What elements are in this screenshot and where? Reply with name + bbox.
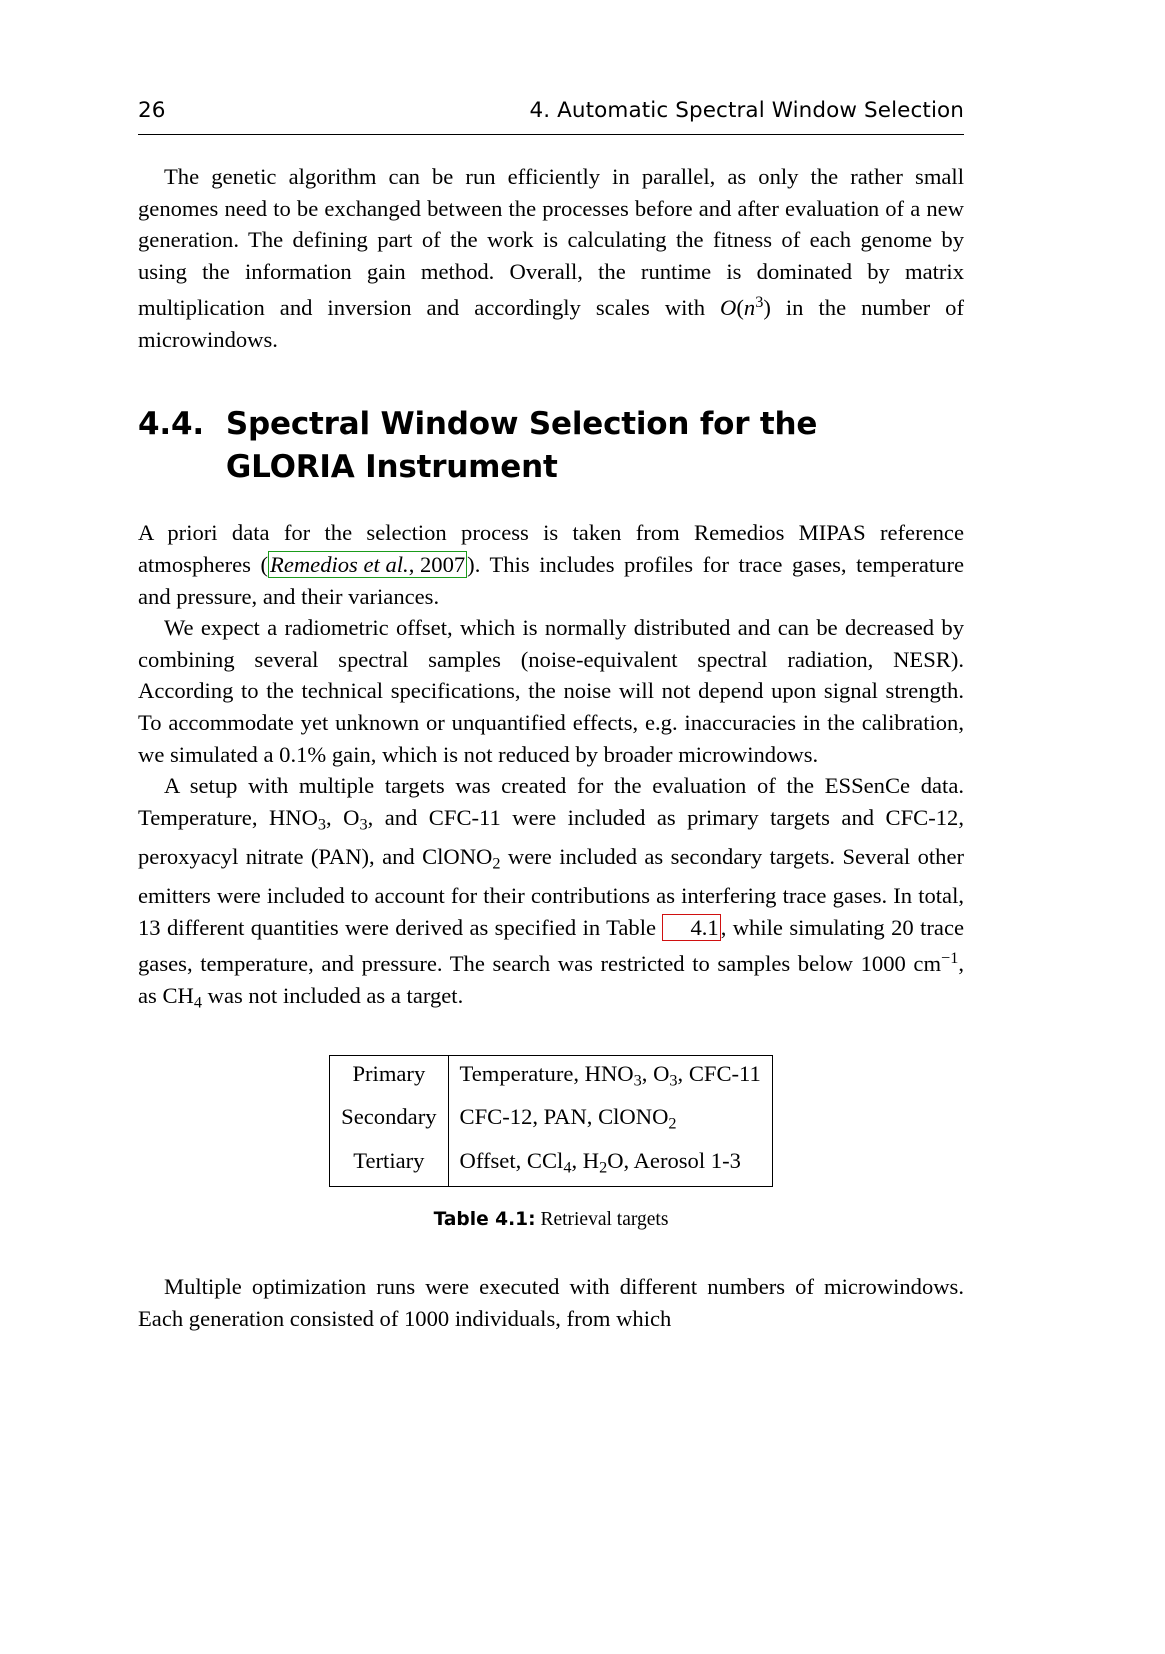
table-caption bbox=[138, 1209, 964, 1231]
section-title-line1: Spectral Window Selection for the bbox=[225, 406, 818, 443]
page-content bbox=[138, 0, 964, 1335]
subscript: 4 bbox=[563, 1158, 572, 1177]
table-cell-content bbox=[448, 1055, 772, 1099]
table-cell-label: Primary bbox=[330, 1055, 448, 1099]
retrieval-targets-table bbox=[329, 1055, 773, 1188]
table-cell-content bbox=[448, 1143, 772, 1187]
subscript: 4 bbox=[193, 993, 202, 1012]
table-reference-link[interactable]: 4.1 bbox=[662, 914, 720, 941]
caption-label: Table 4.1: bbox=[433, 1209, 536, 1231]
text-part: O, Aerosol 1-3 bbox=[607, 1147, 741, 1173]
text-part: , O bbox=[641, 1060, 670, 1086]
paragraph-text: was not included as a target. bbox=[202, 982, 464, 1008]
paragraph-text: , O bbox=[326, 804, 360, 830]
table-row bbox=[330, 1055, 773, 1099]
citation-link-remedios[interactable] bbox=[268, 551, 467, 578]
section-number: 4.4. bbox=[138, 406, 204, 443]
paragraph-text: A setup with multiple targets was created for the evaluation of the ESSenCe data. Temperature, HNO bbox=[138, 773, 964, 830]
citation-year: 2007 bbox=[419, 551, 466, 577]
running-head bbox=[138, 98, 964, 144]
citation-separator: , bbox=[408, 551, 420, 577]
section-title-line2: GLORIA Instrument bbox=[225, 449, 558, 486]
text-part: Offset, CCl bbox=[459, 1147, 564, 1173]
table-cell-label: Tertiary bbox=[330, 1143, 448, 1187]
header-rule bbox=[138, 134, 964, 135]
superscript: −1 bbox=[941, 949, 959, 968]
section-title bbox=[226, 403, 964, 489]
subscript: 3 bbox=[633, 1071, 642, 1090]
math-O: O bbox=[720, 295, 737, 321]
paragraph-text-cont: in the number of microwindows. bbox=[138, 295, 964, 352]
retrieval-targets-table-wrapper bbox=[138, 1055, 964, 1188]
table-row bbox=[330, 1143, 773, 1187]
paragraph-text: , as CH bbox=[138, 950, 964, 1008]
caption-text: Retrieval targets bbox=[540, 1209, 669, 1231]
subscript: 3 bbox=[359, 815, 368, 834]
subscript: 3 bbox=[317, 815, 327, 834]
subscript: 2 bbox=[492, 854, 501, 873]
chapter-title: 4. Automatic Spectral Window Selection bbox=[529, 98, 964, 123]
paragraph-radiometric-offset: We expect a radiometric offset, which is normally distributed and can be decreased by combining several spectral samples (noise-equivalent spectral radiation, NESR). According to the technical specifications, the noise will not depend upon signal strength. To accommodate yet unknown or unquantified effects, e.g. inaccuracies in the calibration, we simulated a 0.1% gain, which is not reduced by broader microwindows. bbox=[138, 615, 964, 767]
paragraph-genetic-algorithm: The genetic algorithm can be run efficiently in parallel, as only the rather small genomes need to be exchanged between the processes before and after evaluation of a new generation. The defining part of the work is calculating the fitness of each genome by using the information gain method. Overall, the runtime is dominated by matrix multiplication and inversion and accordingly scales with $O(n^3)$ in the number of microwindows. bbox=[138, 164, 964, 352]
math-exponent: 3 bbox=[755, 293, 764, 312]
section-heading bbox=[138, 403, 964, 489]
text-part: CFC-12, PAN, ClONO bbox=[459, 1104, 669, 1130]
table-cell-content bbox=[448, 1099, 772, 1143]
text-part: , H bbox=[571, 1147, 600, 1173]
subscript: 2 bbox=[599, 1158, 608, 1177]
paragraph-apriori-data bbox=[138, 517, 964, 612]
paragraph-text: , while simulating 20 trace gases, temperature, and pressure. The search was restricted to samples below 1000 cm bbox=[138, 914, 964, 976]
page-number: 26 bbox=[138, 98, 166, 123]
subscript: 3 bbox=[669, 1071, 678, 1090]
text-part: Temperature, HNO bbox=[459, 1060, 634, 1086]
paragraph-text: The genetic algorithm can be run efficiently in parallel, as only the rather small genomes need to be exchanged between the processes before and after evaluation of a new generation. The defining part of the work is calculating the fitness of each genome by using the information gain method. Overall, the runtime is dominated by matrix multiplication and inversion and accordingly scales with bbox=[138, 164, 964, 321]
paragraph-optimization-runs: Multiple optimization runs were executed with different numbers of microwindows. Each generation consisted of 1000 individuals, from which bbox=[138, 1274, 964, 1331]
paragraph-setup-targets bbox=[138, 770, 964, 1019]
text-part: , CFC-11 bbox=[677, 1060, 761, 1086]
table-row bbox=[330, 1099, 773, 1143]
citation-author: Remedios et al. bbox=[270, 551, 409, 577]
paragraph-text-cont: ). This includes profiles for trace gases, temperature and pressure, and their variances. bbox=[138, 551, 964, 609]
paragraph-text: , and CFC-11 were included as primary targets and CFC-12, peroxyacyl nitrate (PAN), and ClONO bbox=[138, 804, 964, 869]
subscript: 2 bbox=[668, 1114, 677, 1133]
math-n: n bbox=[743, 295, 756, 321]
table-cell-label: Secondary bbox=[330, 1099, 448, 1143]
paragraph-text: were included as secondary targets. Several other emitters were included to account for their contributions as interfering trace gases. In total, 13 different quantities were derived as specified in Table bbox=[138, 843, 965, 940]
paragraph-text: A priori data for the selection process is taken from Remedios MIPAS reference atmospheres ( bbox=[138, 520, 964, 577]
